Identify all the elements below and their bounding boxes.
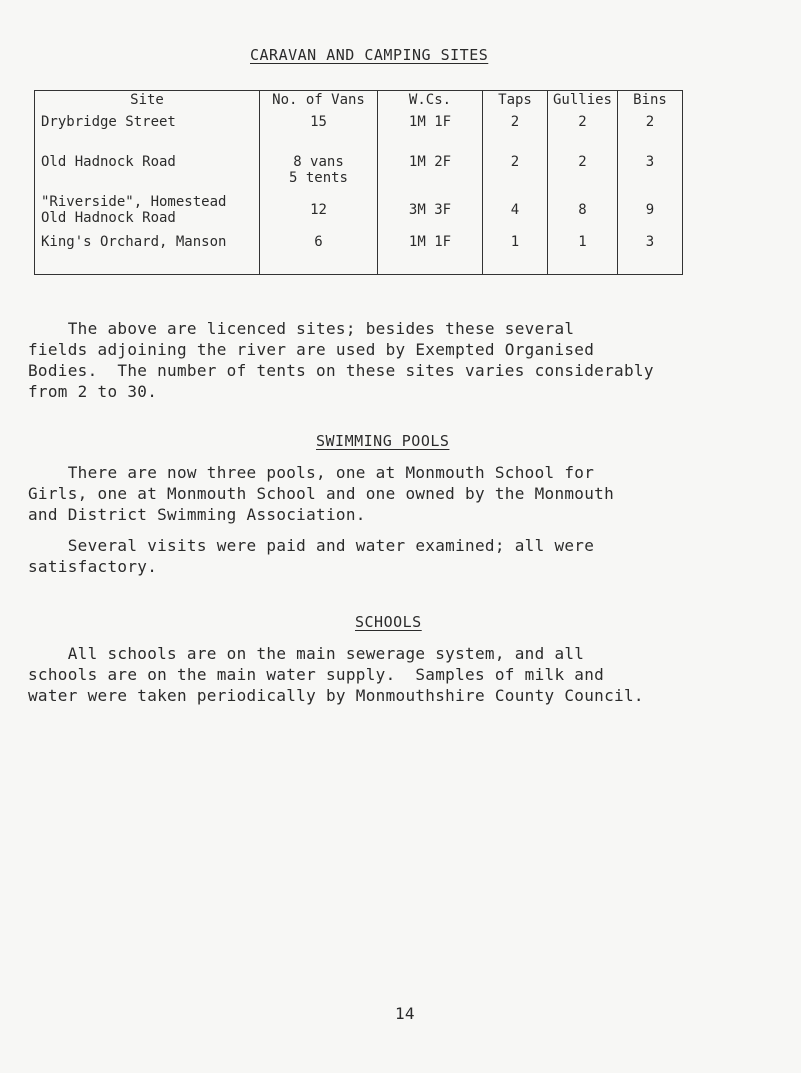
col-header-taps: Taps (483, 90, 548, 114)
cell-wcs: 1M 1F (378, 234, 483, 274)
cell-gullies: 8 (548, 194, 618, 234)
cell-gullies: 1 (548, 234, 618, 274)
sites-table (34, 90, 683, 275)
swimming-visits-paragraph: Several visits were paid and water examined; all were satisfactory. (28, 536, 595, 576)
schools-heading: SCHOOLS (355, 613, 422, 631)
cell-site: Old Hadnock Road (35, 154, 260, 194)
col-header-bins: Bins (618, 90, 683, 114)
cell-site: Drybridge Street (35, 114, 260, 154)
table-row (35, 114, 683, 154)
col-header-vans: No. of Vans (260, 90, 378, 114)
col-header-wcs: W.Cs. (378, 90, 483, 114)
page-number: 14 (395, 1004, 415, 1023)
cell-taps: 2 (483, 154, 548, 194)
col-header-gullies: Gullies (548, 90, 618, 114)
cell-vans: 8 vans 5 tents (260, 154, 378, 194)
cell-site: "Riverside", Homestead Old Hadnock Road (35, 194, 260, 234)
cell-taps: 4 (483, 194, 548, 234)
cell-vans: 15 (260, 114, 378, 154)
col-header-site: Site (35, 90, 260, 114)
table-row (35, 194, 683, 234)
schools-paragraph: All schools are on the main sewerage system, and all schools are on the main water supply. Samples of milk and water were taken periodically by Monmouthshire County Council. (28, 644, 644, 705)
page-title: CARAVAN AND CAMPING SITES (250, 46, 489, 64)
table-header-row (35, 90, 683, 114)
cell-bins: 3 (618, 234, 683, 274)
cell-vans: 12 (260, 194, 378, 234)
cell-vans: 6 (260, 234, 378, 274)
cell-bins: 9 (618, 194, 683, 234)
cell-taps: 1 (483, 234, 548, 274)
cell-bins: 2 (618, 114, 683, 154)
table-row (35, 234, 683, 274)
table-row (35, 154, 683, 194)
cell-site: King's Orchard, Manson (35, 234, 260, 274)
swimming-pools-heading: SWIMMING POOLS (316, 432, 450, 450)
cell-bins: 3 (618, 154, 683, 194)
licenced-sites-paragraph: The above are licenced sites; besides these several fields adjoining the river are used by Exempted Organised Bodies. The number of tents on these sites varies considerably from 2 to 30. (28, 319, 654, 401)
cell-taps: 2 (483, 114, 548, 154)
cell-wcs: 1M 1F (378, 114, 483, 154)
cell-wcs: 1M 2F (378, 154, 483, 194)
cell-gullies: 2 (548, 114, 618, 154)
swimming-pools-paragraph: There are now three pools, one at Monmouth School for Girls, one at Monmouth School and one owned by the Monmouth and District Swimming Association. (28, 463, 615, 524)
cell-gullies: 2 (548, 154, 618, 194)
cell-wcs: 3M 3F (378, 194, 483, 234)
